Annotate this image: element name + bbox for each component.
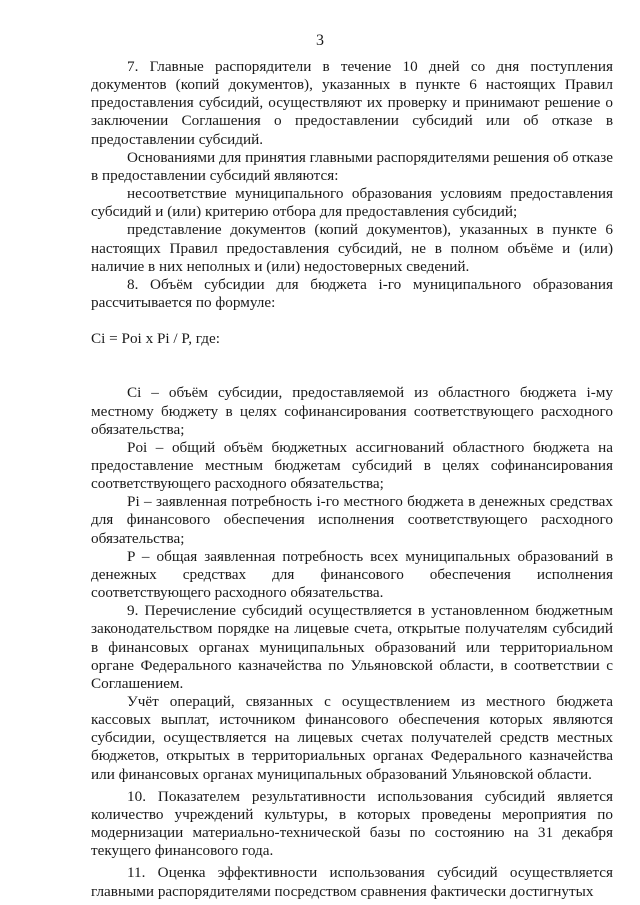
definition-pi: Pi – заявленная потребность i-го местного бюджета в денежных средствах для финансового обеспечения исполнения соответствующего расходного обязательства; xyxy=(91,493,613,547)
paragraph-7: 7. Главные распорядители в течение 10 дней со дня поступления документов (копий документов), указанных в пункте 6 настоящих Правил предоставления субсидий, осуществляют их проверку и принимают решение о заключении Соглашения о предоставлении субсидий или об отказе в предоставлении субсидий. xyxy=(91,58,613,148)
definition-ci: Ci – объём субсидии, предоставляемой из областного бюджета i-му местному бюджету в целях софинансирования соответствующего расходного обязательства; xyxy=(91,384,613,438)
subsidy-formula: Ci = Poi x Pi / P, где: xyxy=(91,330,220,348)
definition-poi: Poi – общий объём бюджетных ассигнований областного бюджета на предоставление местным бюджетам субсидий в целях софинансирования соответствующего расходного обязательства; xyxy=(91,438,613,493)
paragraph-9: 9. Перечисление субсидий осуществляется в установленном бюджетным законодательством порядке на лицевые счета, открытые получателям субсидий в финансовых органах муниципальных образований или территориальном органе Федерального казначейства по Ульяновской области, в соответствии с Соглашением. xyxy=(91,602,613,692)
paragraph-refusal-ground-2: представление документов (копий документов), указанных в пункте 6 настоящих Правил предоставления субсидий, не в полном объёме и (или) наличие в них неполных и (или) недостоверных сведений. xyxy=(91,221,613,275)
page-number: 3 xyxy=(316,32,324,49)
document-body xyxy=(91,58,613,901)
paragraph-accounting: Учёт операций, связанных с осуществлением из местного бюджета кассовых выплат, источником финансового обеспечения которых являются субсидии, осуществляется на лицевых счетах получателей средств местных бюджетов, открытых в территориальных органах Федерального казначейства или финансовых органах муниципальных образований Ульяновской области. xyxy=(91,693,613,783)
paragraph-10: 10. Показателем результативности использования субсидий является количество учреждений культуры, в которых проведены мероприятия по модернизации материально-технической базы по состоянию на 31 декабря текущего финансового года. xyxy=(91,787,613,860)
paragraph-refusal-ground-1: несоответствие муниципального образования условиям предоставления субсидий и (или) критерию отбора для предоставления субсидий; xyxy=(91,185,613,221)
paragraph-refusal-grounds: Основаниями для принятия главными распорядителями решения об отказе в предоставлении субсидий являются: xyxy=(91,148,613,184)
paragraph-8: 8. Объём субсидии для бюджета i-го муниципального образования рассчитывается по формуле: xyxy=(91,275,613,312)
paragraph-11: 11. Оценка эффективности использования субсидий осуществляется главными распорядителями посредством сравнения фактически достигнутых xyxy=(91,864,613,900)
definition-p: P – общая заявленная потребность всех муниципальных образований в денежных средствах для финансового обеспечения исполнения соответствующего расходного обязательства. xyxy=(91,547,613,602)
